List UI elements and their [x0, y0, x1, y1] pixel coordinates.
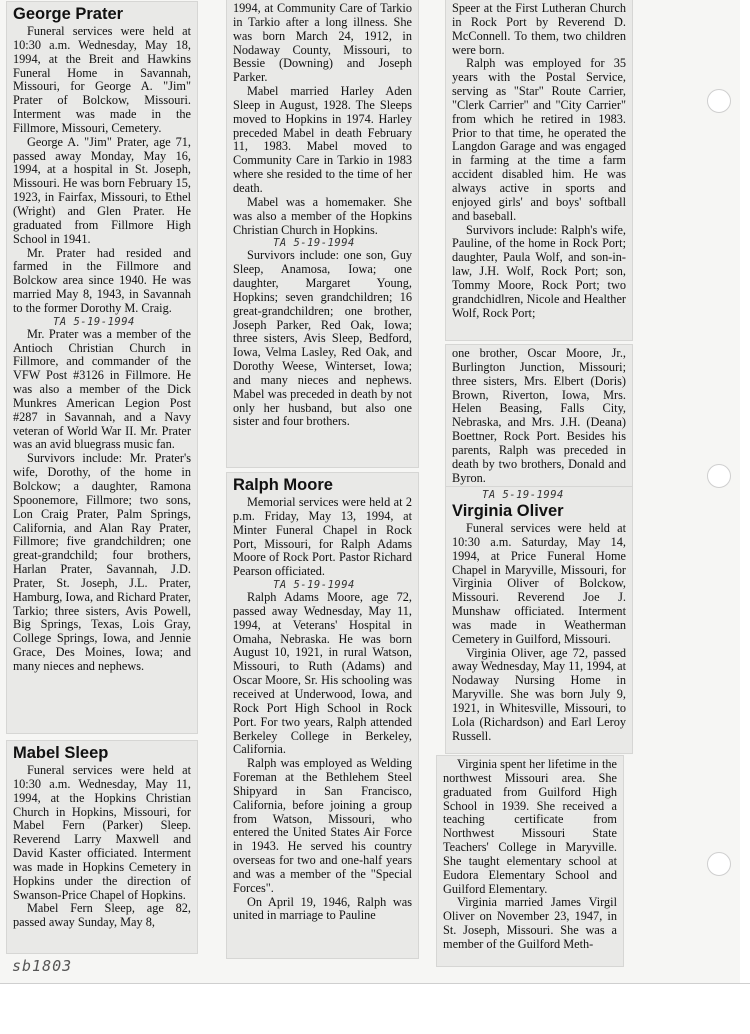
headline-mabel-sleep: Mabel Sleep [13, 744, 109, 762]
paragraph: Funeral services were held at 10:30 a.m. Wednesday, May 11, 1994, at the Hopkins Christian Church in Hopkins, Missouri, for Mabel Fern (Parker) Sleep. Reverend Larry Maxwell and David Kaster officiated. Interment was made in Hopkins Cemetery in Hopkins under the direction of Swanson-Price Chapel of Hopkins. [13, 763, 191, 902]
paragraph: Mr. Prater was a member of the Antioch Christian Church in Fillmore, and commander of the VFW Post #3126 in Fillmore. He was also a member of the Dick Munkres American Legion Post #287 in Savannah, and a Navy veteran of World War II. Mr. Prater was an avid bluegrass music fan. [13, 326, 191, 452]
punch-hole [707, 852, 731, 876]
obituary-mabel-sleep-part-2 [227, 0, 418, 467]
paragraph: Funeral services were held at 10:30 a.m. Wednesday, May 18, 1994, at the Breit and Hawkins Funeral Home in Savannah, Missouri, for George A. "Jim" Prater of Bolckow, Missouri. Interment was made in the Fillmore, Missouri, Cemetery. [13, 24, 191, 135]
paragraph: Mr. Prater had resided and farmed in the Fillmore and Bolckow area since 1940. He was married May 8, 1943, in Savannah to the former Dorothy M. Craig. [13, 245, 191, 315]
headline-ralph-moore: Ralph Moore [233, 476, 333, 494]
obituary-ralph-moore-part-1 [227, 473, 418, 958]
handwritten-note: TA 5-19-1994 [53, 315, 135, 328]
obituary-ralph-moore-part-3 [446, 345, 632, 490]
handwritten-note: TA 5-19-1994 [273, 237, 355, 250]
page-right-margin [740, 0, 750, 983]
page-code-handwritten: sb1803 [12, 957, 73, 975]
punch-hole [707, 464, 731, 488]
paragraph: Speer at the First Lutheran Church in Rock Port by Reverend D. McConnell. To them, two children were born. [452, 1, 626, 57]
paragraph: one brother, Oscar Moore, Jr., Burlington Junction, Missouri; three sisters, Mrs. Elbert (Doris) Brown, Riverton, Iowa, Mrs. Helen Beasing, Falls City, Nebraska, and Mrs. J.H. (Deana) Boettner, Rock Port. Besides his parents, Ralph was preceded in death by two brothers, Donald and Byron. [452, 346, 626, 485]
handwritten-note: TA 5-19-1994 [482, 489, 564, 501]
paragraph: Mabel was a homemaker. She was also a member of the Hopkins Christian Church in Hopkins. [233, 194, 412, 237]
obituary-george-prater [7, 2, 197, 733]
paragraph: Survivors include: Mr. Prater's wife, Dorothy, of the home in Bolckow; a daughter, Ramona Spoonemore, Fillmore; two sons, Lon Craig Prater, Palm Springs, California, and Alan Ray Prater, Fillmore; five grandchildren; one great-grandchild; four brothers, Harlan Prater, Savannah, J.D. Prater, St. Joseph, J.L. Prater, Hamburg, Iowa, and Richard Prater, Tarkio; three sisters, Avis Powell, Big Springs, Texas, Lois Gray, College Springs, Iowa, and Jennie Grace, Des Moines, Iowa; and many nieces and nephews. [13, 451, 191, 673]
obituary-mabel-sleep-part-1 [7, 741, 197, 953]
paragraph: Ralph was employed for 35 years with the Postal Service, serving as "Star" Route Carrier, "Clerk Carrier" and "City Carrier" from which he retired in 1983. Prior to that time, he operated the Langdon Garage and was engaged in farming at the time a farm accident disabled him. He was always active in sports and enjoyed girls' and boys' softball and baseball. [452, 56, 626, 223]
paragraph: Survivors include: Ralph's wife, Pauline, of the home in Rock Port; daughter, Paula Wolf, and son-in-law, J.H. Wolf, Rock Port; son, Tommy Moore, Rock Port; two grandchidlren, Nicole and Healther Wolf, Rock Port; [452, 222, 626, 320]
paragraph: Ralph was employed as Welding Foreman at the Bethlehem Steel Shipyard in San Francisco, California, before joining a group from Watson, Missouri, who entered the United States Air Force in 1943. He served his country overseas for two and one-half years and was a member of the "Special Forces". [233, 756, 412, 895]
headline-virginia-oliver: Virginia Oliver [452, 502, 564, 520]
headline-george-prater: George Prater [13, 5, 124, 23]
punch-hole [707, 89, 731, 113]
paragraph: 1994, at Community Care of Tarkio in Tarkio after a long illness. She was born March 24, 1912, in Nodaway County, Missouri, to Bessie (Downing) and Joseph Parker. [233, 1, 412, 85]
paragraph: Virginia Oliver, age 72, passed away Wednesday, May 11, 1994, at Nodaway Nursing Home in Maryville. She was born July 9, 1921, in Whitesville, Missouri, to Lola (Richardson) and Earl Leroy Russell. [452, 645, 626, 743]
obituary-virginia-oliver-part-2 [437, 756, 623, 966]
paragraph: Funeral services were held at 10:30 a.m. Saturday, May 14, 1994, at Price Funeral Home Chapel in Maryville, Missouri, for Virginia Oliver of Bolckow, Missouri. Reverend Joe J. Munshaw officiated. Interment was made in Weatherman Cemetery in Guilford, Missouri. [452, 521, 626, 646]
paragraph: Survivors include: one son, Guy Sleep, Anamosa, Iowa; one daughter, Margaret Young, Hopkins; seven grandchildren; 16 great-grandchildren; one brother, Joseph Parker, Red Oak, Iowa; three sisters, Avis Sleep, Bedford, Iowa, Velma Lasley, Red Oak, and Dorothy Weese, Winterset, Iowa; and many nieces and nephews. Mabel was preceded in death by not only her husband, but also one sister and four brothers. [233, 248, 412, 429]
paragraph: Mabel Fern Sleep, age 82, passed away Sunday, May 8, [13, 901, 191, 930]
obituary-ralph-moore-part-2 [446, 0, 632, 340]
paragraph: Ralph Adams Moore, age 72, passed away Wednesday, May 11, 1994, at Veterans' Hospital in Omaha, Nebraska. He was born August 10, 1921, in rural Watson, Missouri, to Ruth (Adams) and Oscar Moore, Sr. His schooling was received at Underwood, Iowa, and Rock Port High School in Rock Port. For two years, Ralph attended Berkeley College in Berkeley, California. [233, 590, 412, 757]
page-bottom-margin [0, 983, 750, 1034]
obituary-virginia-oliver-part-1 [446, 487, 632, 753]
paragraph: Mabel married Harley Aden Sleep in August, 1928. The Sleeps moved to Hopkins in 1974. Harley preceded Mabel in death February 11, 1983. Mabel moved to Community Care in Tarkio in 1983 where she resided to the time of her death. [233, 84, 412, 195]
paragraph: George A. "Jim" Prater, age 71, passed away Monday, May 16, 1994, at a hospital in St. Joseph, Missouri. He was born February 15, 1923, in Fairfax, Missouri, to Ethel (Wright) and Glen Prater. He graduated from Fillmore High School in 1941. [13, 134, 191, 246]
paragraph: On April 19, 1946, Ralph was united in marriage to Pauline [233, 894, 412, 923]
paragraph: Virginia married James Virgil Oliver on November 23, 1947, in St. Joseph, Missouri. She was a member of the Guilford Meth- [443, 895, 617, 951]
paragraph: Virginia spent her lifetime in the northwest Missouri area. She graduated from Guilford High School in 1939. She received a teaching certificate from Northwest Missouri State Teachers' College in Maryville. She taught elementary school at Eudora Elementary School and Guilford Elementary. [443, 757, 617, 896]
paragraph: Memorial services were held at 2 p.m. Friday, May 13, 1994, at Minter Funeral Chapel in Rock Port, Missouri, for Ralph Adams Moore of Rock Port. Pastor Richard Pearson officiated. [233, 495, 412, 579]
handwritten-note: TA 5-19-1994 [273, 579, 355, 592]
